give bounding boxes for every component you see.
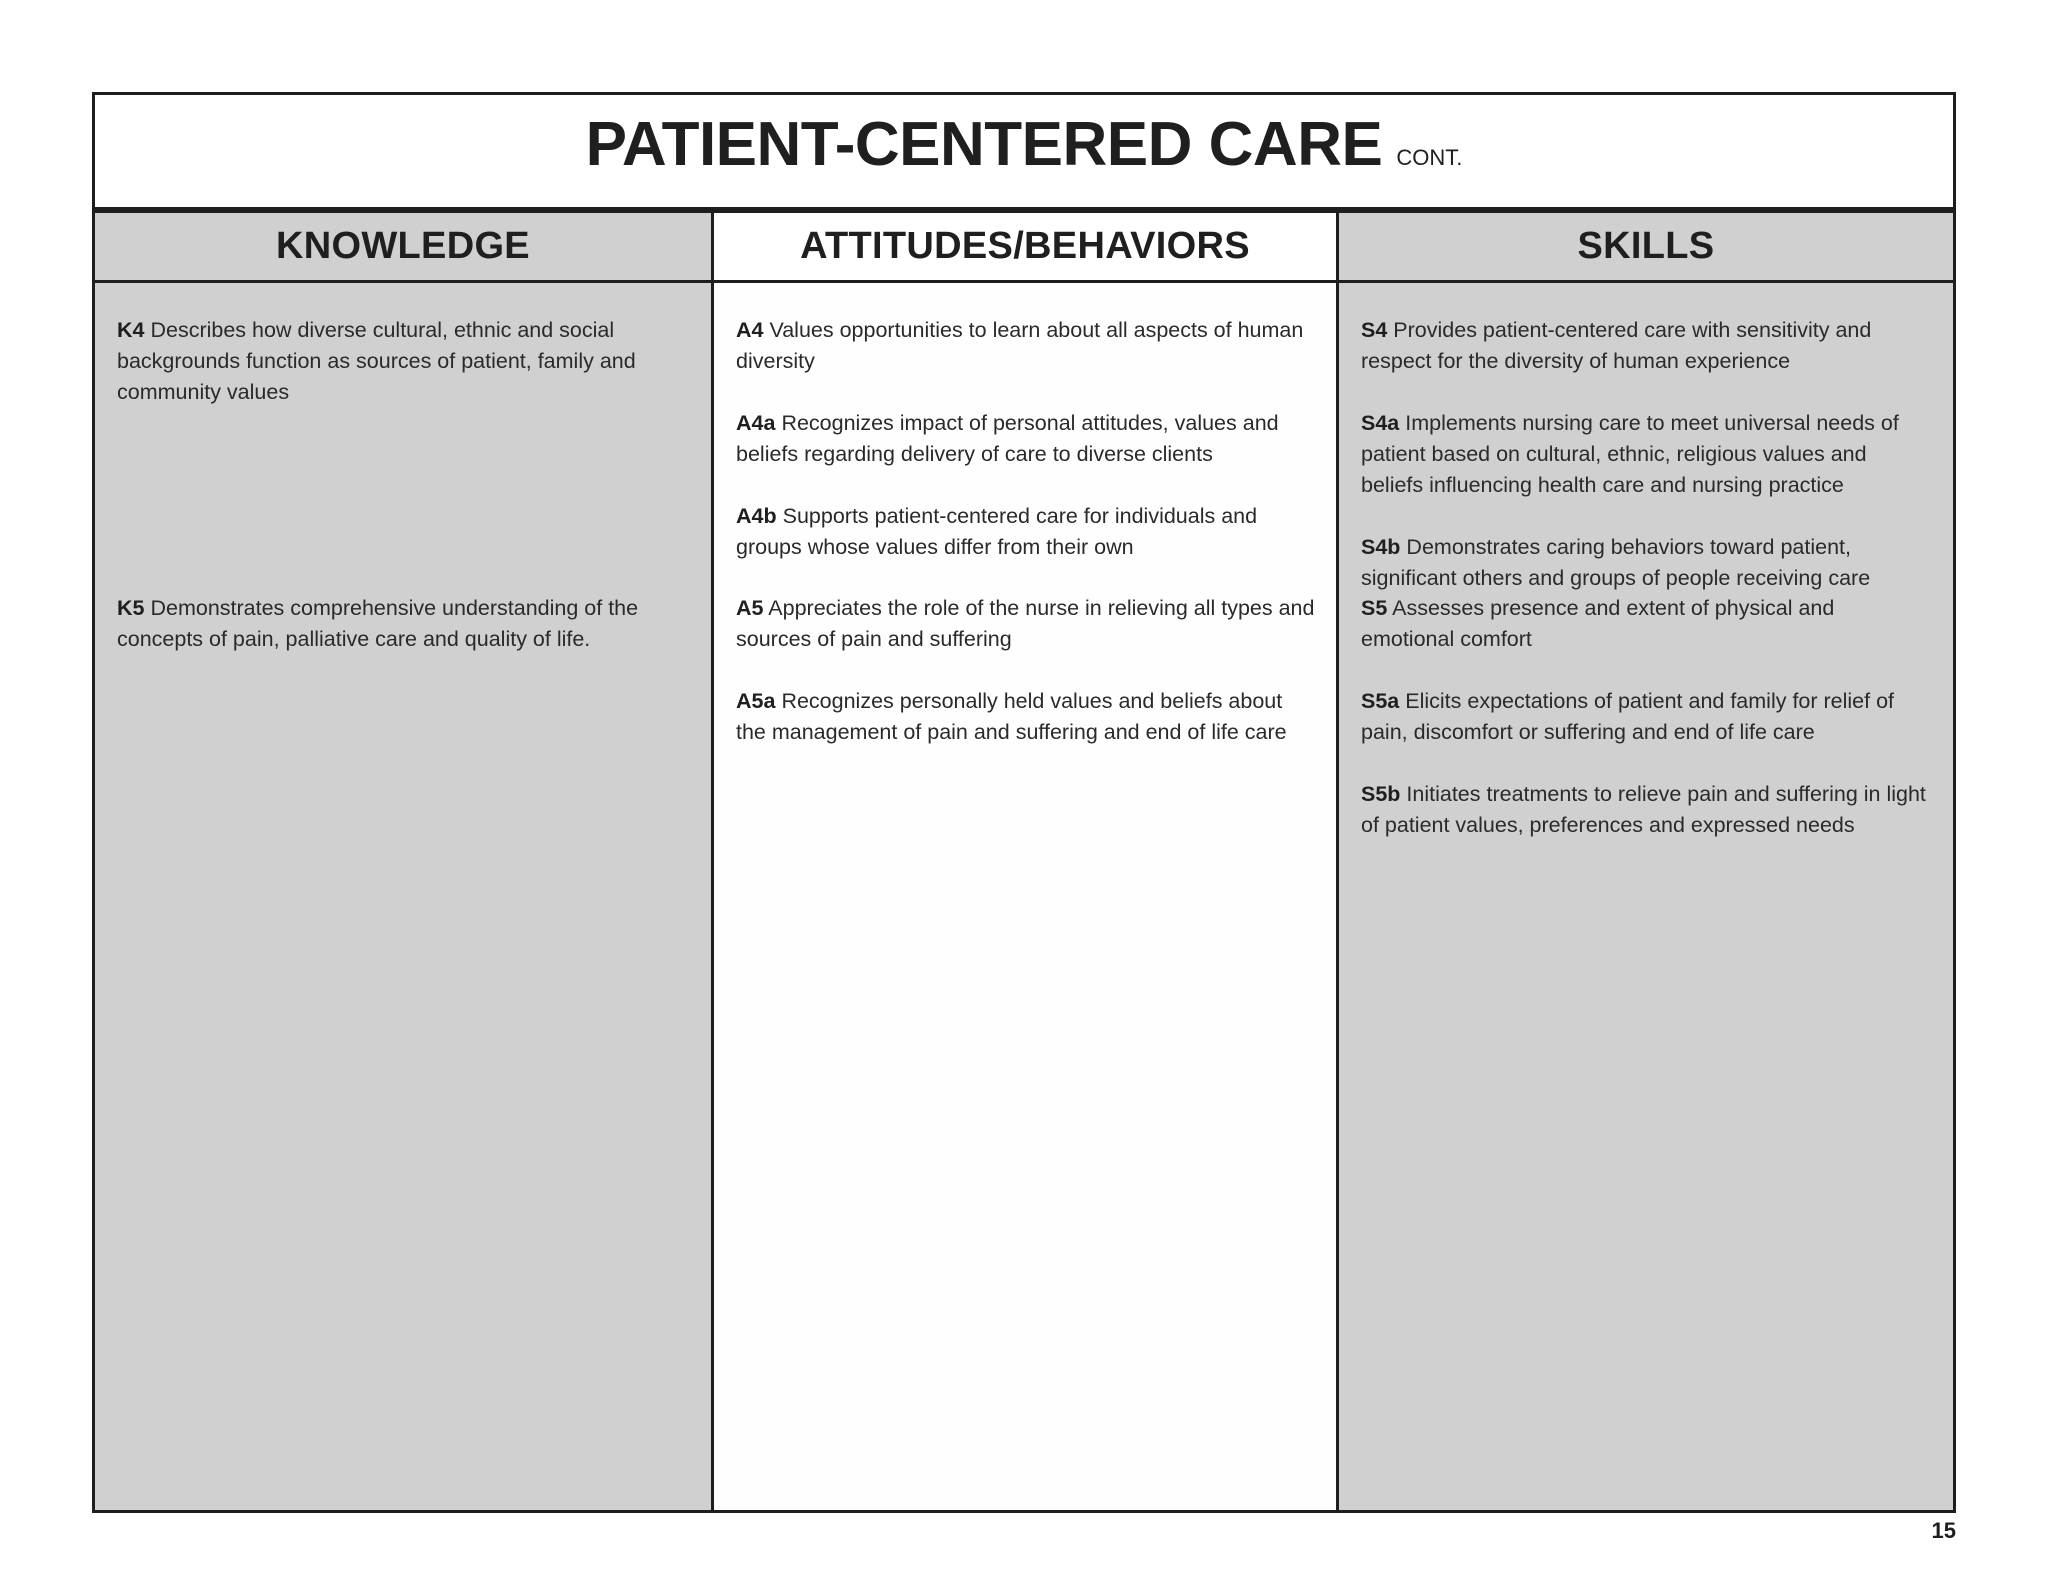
item-text: Assesses presence and extent of physical and emotional comfort bbox=[1361, 596, 1835, 651]
attitudes-item-a4 bbox=[736, 315, 1316, 377]
item-text: Describes how diverse cultural, ethnic and social backgrounds function as sources of patient, family and community values bbox=[117, 318, 636, 404]
skills-item-s4b bbox=[1361, 532, 1933, 594]
item-code: S4b bbox=[1361, 535, 1401, 559]
item-code: S4 bbox=[1361, 318, 1388, 342]
columns bbox=[95, 213, 1953, 1510]
item-text: Recognizes impact of personal attitudes, values and beliefs regarding delivery of care to diverse clients bbox=[736, 411, 1279, 466]
item-text: Values opportunities to learn about all aspects of human diversity bbox=[736, 318, 1304, 373]
attitudes-item-a4a bbox=[736, 408, 1316, 470]
page-title-suffix: CONT. bbox=[1396, 145, 1463, 170]
attitudes-item-a5a bbox=[736, 686, 1316, 748]
knowledge-header: KNOWLEDGE bbox=[95, 213, 711, 283]
skills-item-s5a bbox=[1361, 686, 1933, 748]
item-code: A4a bbox=[736, 411, 776, 435]
item-text: Initiates treatments to relieve pain and suffering in light of patient values, preferences and expressed needs bbox=[1361, 782, 1926, 837]
knowledge-body bbox=[95, 283, 711, 651]
skills-item-s4a bbox=[1361, 408, 1933, 501]
competency-table bbox=[92, 92, 1956, 1513]
knowledge-item-k5 bbox=[117, 593, 691, 655]
item-code: K5 bbox=[117, 596, 145, 620]
skills-item-s4 bbox=[1361, 315, 1933, 377]
attitudes-item-a4b bbox=[736, 501, 1316, 563]
item-text: Supports patient-centered care for individuals and groups whose values differ from their own bbox=[736, 504, 1258, 559]
attitudes-body bbox=[714, 283, 1336, 744]
skills-header: SKILLS bbox=[1339, 213, 1953, 283]
item-code: A5 bbox=[736, 596, 764, 620]
skills-item-s5 bbox=[1361, 593, 1933, 655]
attitudes-header: ATTITUDES/BEHAVIORS bbox=[714, 213, 1336, 283]
item-code: A4b bbox=[736, 504, 777, 528]
title-bar bbox=[95, 95, 1953, 213]
item-text: Implements nursing care to meet universal needs of patient based on cultural, ethnic, religious values and beliefs influencing health care and nursing practice bbox=[1361, 411, 1899, 497]
item-code: A5a bbox=[736, 689, 776, 713]
item-code: S5b bbox=[1361, 782, 1401, 806]
page-title-main: PATIENT-CENTERED CARE bbox=[585, 110, 1383, 179]
knowledge-column bbox=[95, 213, 714, 1510]
knowledge-item-k4 bbox=[117, 315, 691, 408]
page-title bbox=[586, 109, 1463, 180]
item-text: Elicits expectations of patient and family for relief of pain, discomfort or suffering and end of life care bbox=[1361, 689, 1895, 744]
item-code: S5 bbox=[1361, 596, 1388, 620]
item-code: S5a bbox=[1361, 689, 1400, 713]
item-code: K4 bbox=[117, 318, 145, 342]
attitudes-item-a5 bbox=[736, 593, 1316, 655]
page-number: 15 bbox=[1931, 1518, 1956, 1543]
item-text: Appreciates the role of the nurse in relieving all types and sources of pain and suffering bbox=[736, 596, 1315, 651]
item-text: Recognizes personally held values and beliefs about the management of pain and suffering and end of life care bbox=[736, 689, 1287, 744]
item-code: A4 bbox=[736, 318, 764, 342]
item-text: Demonstrates comprehensive understanding of the concepts of pain, palliative care and quality of life. bbox=[117, 596, 639, 651]
skills-column bbox=[1339, 213, 1953, 1510]
attitudes-column bbox=[714, 213, 1339, 1510]
item-text: Provides patient-centered care with sensitivity and respect for the diversity of human experience bbox=[1361, 318, 1872, 373]
skills-item-s5b bbox=[1361, 779, 1933, 841]
skills-body bbox=[1339, 283, 1953, 837]
item-code: S4a bbox=[1361, 411, 1400, 435]
item-text: Demonstrates caring behaviors toward patient, significant others and groups of people receiving care bbox=[1361, 535, 1871, 590]
